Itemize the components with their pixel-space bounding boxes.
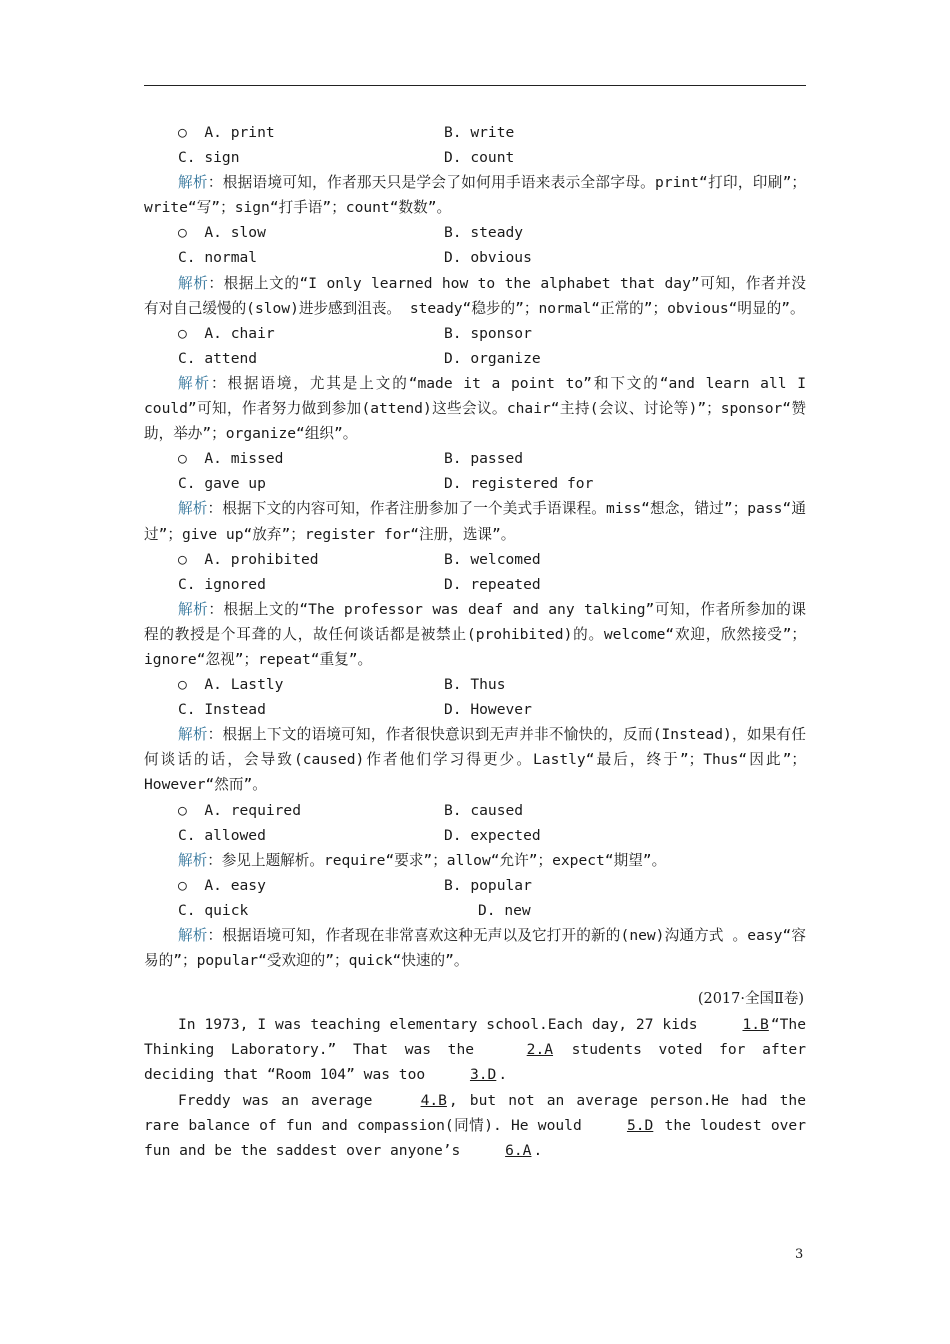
explanation	[144, 496, 806, 546]
explanation	[144, 170, 806, 220]
option-b: B. sponsor	[444, 324, 532, 342]
explanation-text: ：根据语境可知，作者那天只是学会了如何用手语来表示全部字母。print“打印，印刷”；write“写”；sign“打手语”；count“数数”。	[144, 174, 806, 217]
options-row	[144, 798, 806, 823]
explanation-text: ：参见上题解析。require“要求”；allow“允许”；expect“期望”。	[207, 851, 667, 869]
passage-text: .	[498, 1066, 508, 1084]
option-a: ○ A. slow	[178, 224, 266, 242]
options-row	[144, 873, 806, 898]
option-b: B. popular	[444, 876, 532, 894]
explanation-label: 解析	[178, 600, 209, 618]
passage-text: students voted for after deciding that “Room 104” was too	[144, 1041, 806, 1084]
option-c: C. quick	[178, 901, 249, 919]
option-b: B. write	[444, 124, 515, 141]
option-d: D. new	[478, 901, 531, 919]
option-a: ○ A. Lastly	[178, 676, 284, 694]
option-c: C. sign	[178, 149, 240, 167]
options-row	[144, 120, 806, 145]
options-row	[144, 697, 806, 722]
passage-text: the loudest over fun and be the saddest over anyone’s	[144, 1116, 806, 1159]
option-d: D. repeated	[444, 575, 541, 593]
options-row	[144, 547, 806, 572]
option-d: D. obvious	[444, 249, 532, 267]
passage-paragraph	[144, 1088, 806, 1163]
option-c: C. allowed	[178, 826, 266, 844]
page-number: 3	[795, 1247, 804, 1262]
explanation-label: 解析	[178, 174, 208, 192]
option-a: ○ A. prohibited	[178, 550, 319, 568]
option-a: ○ A. chair	[178, 324, 275, 342]
passage-paragraph	[144, 1012, 806, 1087]
explanation	[144, 597, 806, 672]
explanation-label: 解析	[178, 927, 208, 944]
explanation-text: ：根据上文的“The professor was deaf and any talking”可知，作者所参加的课程的教授是个耳聋的人，故任何谈话都是被禁止(prohibited)的。welcome“欢迎，欣然接受”；ignore“忽视”；repeat“重复”。	[144, 600, 806, 668]
cloze-passage	[144, 1012, 806, 1163]
explanation-text: ：根据上下文的语境可知，作者很快意识到无声并非不愉快的，反而(Instead)，如果有任何谈话的话，会导致(caused)作者他们学习得更少。Lastly“最后，终于”；Thus“因此”；However“然而”。	[144, 726, 806, 794]
option-d: D. count	[444, 149, 515, 167]
option-b: B. Thus	[444, 676, 506, 694]
explanation-text: ：根据语境，尤其是上文的“made it a point to”和下文的“and learn all I could”可知，作者努力做到参加(attend)这些会议。chair“主持(会议、讨论等)”；sponsor“赞助，举办”；organize“组织”。	[144, 374, 806, 443]
options-row	[144, 672, 806, 697]
explanation-text: ：根据上文的“I only learned how to the alphabet that day”可知，作者并没有对自己缓慢的(slow)进步感到沮丧。 steady“稳步的”；normal“正常的”；obvious“明显的”。	[144, 274, 806, 317]
explanation-text: ：根据语境可知，作者现在非常喜欢这种无声以及它打开的新的(new)沟通方式 。easy“容易的”；popular“受欢迎的”；quick“快速的”。	[144, 927, 806, 970]
options-row	[144, 321, 806, 346]
page-content	[144, 120, 806, 1163]
explanation	[144, 923, 806, 973]
option-b: B. caused	[444, 801, 524, 819]
explanation-label: 解析	[178, 374, 211, 392]
options-row	[144, 446, 806, 471]
option-c: C. gave up	[178, 475, 266, 493]
option-a: ○ A. easy	[178, 876, 266, 894]
explanation-label: 解析	[178, 274, 209, 292]
answer-blank: 3.D	[469, 1066, 497, 1084]
options-row	[144, 245, 806, 270]
passage-text: .	[533, 1141, 543, 1159]
option-b: B. steady	[444, 224, 524, 242]
explanation-text: ：根据下文的内容可知，作者注册参加了一个美式手语课程。miss“想念，错过”；pass“通过”；give up“放弃”；register for“注册，选课”。	[144, 500, 806, 543]
options-row	[144, 572, 806, 597]
explanation-label: 解析	[178, 851, 208, 869]
option-c: C. attend	[178, 349, 258, 367]
options-row	[144, 145, 806, 170]
explanation	[144, 371, 806, 446]
option-a: ○ A. print	[178, 124, 275, 141]
explanation-label: 解析	[178, 726, 208, 744]
option-d: D. organize	[444, 349, 541, 367]
explanation	[144, 722, 806, 797]
answer-blank: 1.B	[742, 1016, 769, 1034]
answer-blank: 2.A	[526, 1041, 554, 1059]
option-b: B. passed	[444, 450, 524, 468]
option-a: ○ A. required	[178, 801, 302, 819]
options-row	[144, 898, 806, 923]
source-citation: (2017·全国Ⅱ卷)	[697, 991, 804, 1008]
answer-blank: 6.A	[505, 1141, 532, 1159]
options-row	[144, 346, 806, 371]
option-c: C. Instead	[178, 701, 266, 719]
explanation	[144, 271, 806, 321]
header-rule	[144, 85, 806, 86]
explanation	[144, 848, 806, 873]
option-d: D. expected	[444, 826, 541, 844]
explanation-label: 解析	[178, 500, 208, 518]
option-a: ○ A. missed	[178, 450, 284, 468]
answer-blank: 4.B	[420, 1091, 447, 1109]
option-b: B. welcomed	[444, 550, 541, 568]
options-row	[144, 823, 806, 848]
passage-text: , but not an average person.He had the rare balance of fun and compassion(同情). He would	[144, 1091, 807, 1134]
option-c: C. ignored	[178, 575, 266, 593]
option-d: D. registered for	[444, 475, 594, 493]
passage-text: In 1973, I was teaching elementary school.Each day, 27 kids	[178, 1016, 707, 1034]
passage-text: “The Thinking Laboratory.” That was the	[144, 1016, 806, 1059]
options-row	[144, 220, 806, 245]
option-c: C. normal	[178, 249, 258, 267]
passage-text: Freddy was an average	[178, 1091, 385, 1109]
options-row	[144, 471, 806, 496]
option-d: D. However	[444, 701, 532, 719]
answer-blank: 5.D	[626, 1116, 654, 1134]
